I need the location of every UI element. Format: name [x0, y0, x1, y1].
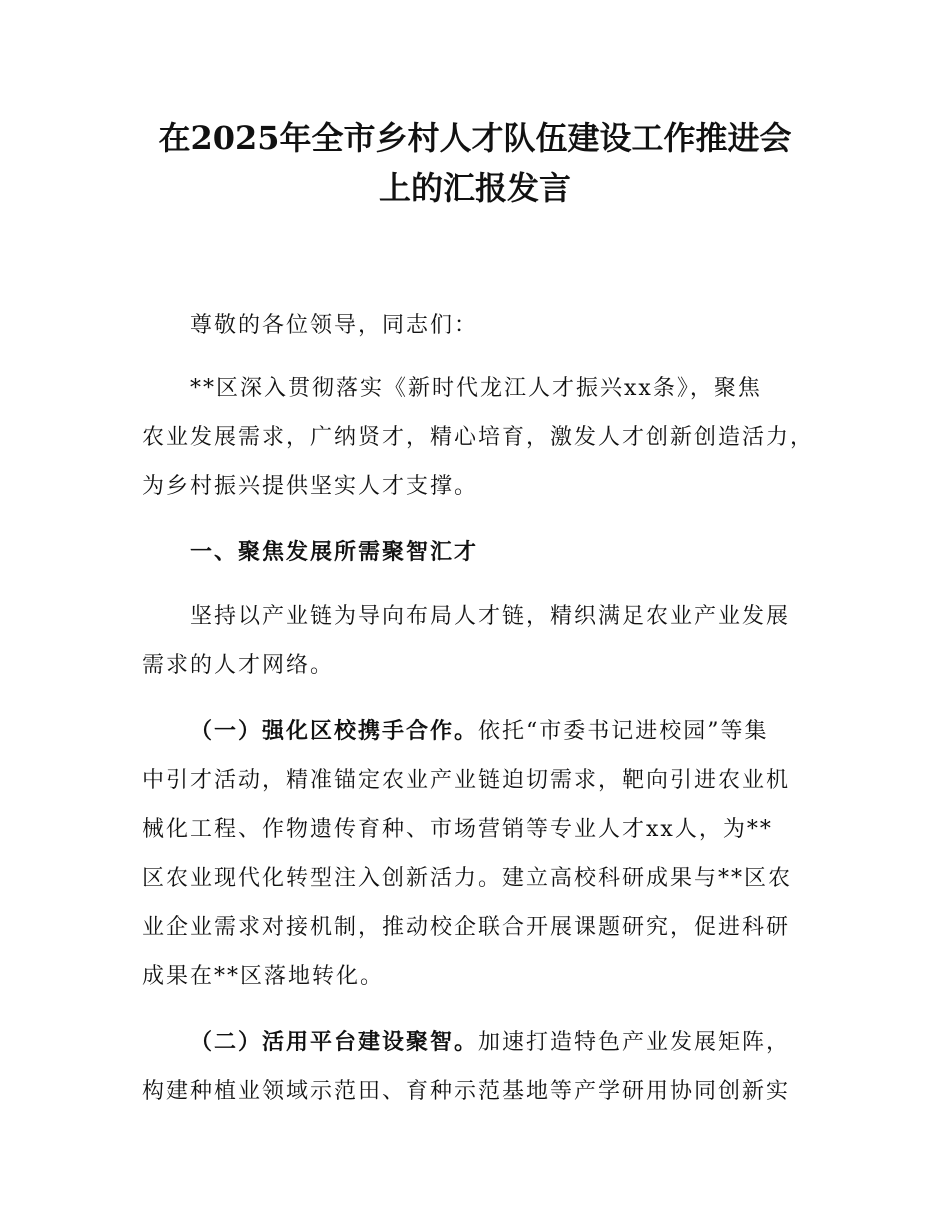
- paragraph-line: 械化工程、作物遗传育种、市场营销等专业人才xx人，为**: [142, 817, 773, 842]
- salutation: 尊敬的各位领导，同志们：: [190, 313, 479, 338]
- subsection-heading: （一）强化区校携手合作。: [190, 719, 479, 744]
- document-title-line-2: 上的汇报发言: [378, 169, 571, 207]
- document-title-line-1: 在2025年全市乡村人才队伍建设工作推进会: [158, 119, 792, 157]
- intro-line: 为乡村振兴提供坚实人才支撑。: [142, 474, 479, 499]
- section-summary-line: 需求的人才网络。: [142, 653, 335, 678]
- intro-line: **区深入贯彻落实《新时代龙江人才振兴xx条》，聚焦: [190, 376, 762, 401]
- paragraph-line: 区农业现代化转型注入创新活力。建立高校科研成果与**区农: [142, 866, 793, 891]
- section-heading: 一、聚焦发展所需聚智汇才: [190, 540, 479, 565]
- paragraph-line: 业企业需求对接机制，推动校企联合开展课题研究，促进科研: [142, 915, 791, 940]
- paragraph-line: 成果在**区落地转化。: [142, 964, 385, 989]
- subsection-first-line: [190, 1027, 790, 1059]
- subsection-first-line: [190, 716, 769, 748]
- subsection-text: 加速打造特色产业发展矩阵，: [478, 1030, 791, 1055]
- subsection-heading: （二）活用平台建设聚智。: [190, 1030, 479, 1055]
- subsection-text: 依托“市委书记进校园”等集: [478, 719, 769, 744]
- paragraph-line: 构建种植业领域示范田、育种示范基地等产学研用协同创新实: [142, 1079, 791, 1104]
- paragraph-line: 中引才活动，精准锚定农业产业链迫切需求，靶向引进农业机: [142, 768, 791, 793]
- intro-line: 农业发展需求，广纳贤才，精心培育，激发人才创新创造活力，: [142, 425, 815, 450]
- section-summary-line: 坚持以产业链为导向布局人才链，精织满足农业产业发展: [190, 604, 791, 629]
